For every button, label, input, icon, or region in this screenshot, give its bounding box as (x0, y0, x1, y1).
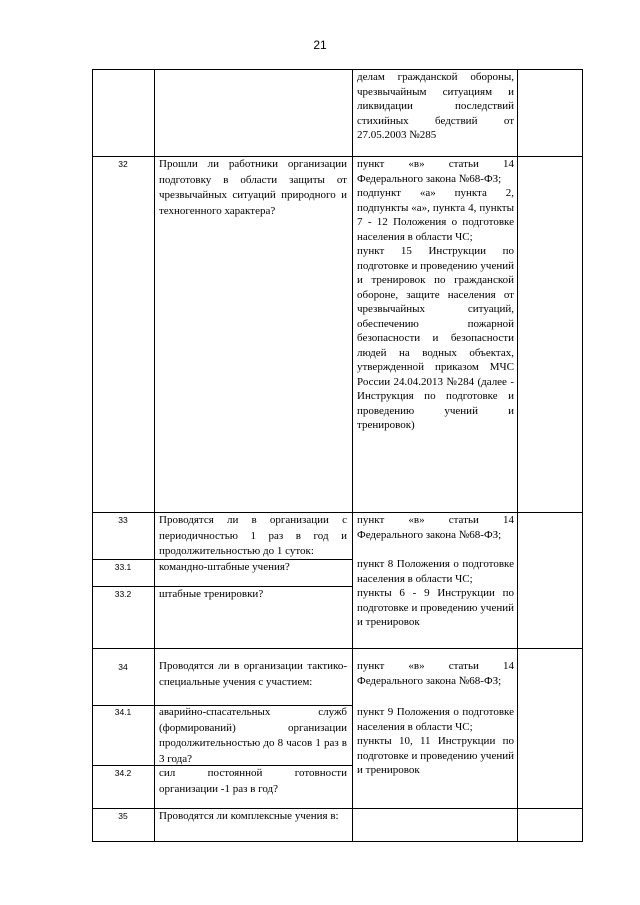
item-number: 33 (118, 515, 128, 525)
item-number: 35 (118, 811, 128, 821)
item-number: 34.1 (114, 707, 132, 717)
table-col-divider-1 (154, 69, 155, 841)
reference-cell: пункт «в» статьи 14 Федерального закона №68-ФЗ; (357, 660, 514, 687)
question-cell: Прошли ли работники организации подготовку в области защиты от чрезвычайных ситуаций природного и техногенного характера? (159, 158, 347, 217)
reference-cell: пункт 8 Положения о подготовке населения в области ЧС; пункты 6 - 9 Инструкции по подготовке и проведению учений и тренировок (357, 558, 514, 628)
reference-line: пункт «в» статьи 14 Федерального закона №68-ФЗ; (357, 158, 514, 185)
reference-cell (357, 157, 514, 433)
reference-cell: пункт «в» статьи 14 Федерального закона №68-ФЗ; (357, 514, 514, 541)
item-number: 32 (118, 159, 128, 169)
item-number: 33.2 (114, 589, 132, 599)
table-col-divider-3 (517, 69, 518, 841)
question-cell: аварийно-спасательных служб (формирований) организации продолжительностью до 8 часов 1 раз в 3 года? (159, 706, 347, 765)
reference-cell: пункт 9 Положения о подготовке населения в области ЧС; пункты 10, 11 Инструкции по подготовке и проведению учений и тренировок (357, 706, 514, 776)
item-number: 33.1 (114, 562, 132, 572)
reference-cell: делам гражданской обороны, чрезвычайным ситуациям и ликвидации последствий стихийных бедствий от 27.05.2003 №285 (357, 71, 514, 141)
row-divider (92, 648, 583, 649)
table-border-left (92, 69, 93, 841)
table-border-bottom (92, 841, 583, 842)
question-cell: командно-штабные учения? (159, 561, 290, 573)
reference-line: пункт 15 Инструкции по подготовке и проведению учений и тренировок по гражданской обороне, защите населения от чрезвычайных ситуаций, обеспечению пожарной безопасности и безопасности людей на водных объектах, утвержденной приказом МЧС России 24.04.2013 №284 (далее - Инструкция по подготовке и проведению учений и тренировок) (357, 245, 514, 431)
table-col-divider-2 (352, 69, 353, 841)
reference-line: подпункт «а» пункта 2, подпункты «а», пункта 4, пункты 7 - 12 Положения о подготовке населения в области ЧС; (357, 187, 514, 243)
question-cell: Проводятся ли комплексные учения в: (159, 810, 339, 822)
question-cell: Проводятся ли в организации тактико-специальные учения с участием: (159, 660, 347, 688)
question-cell: сил постоянной готовности организации -1 раз в год? (159, 767, 347, 795)
question-cell: штабные тренировки? (159, 588, 264, 600)
question-cell: Проводятся ли в организации с периодичностью 1 раз в год и продолжительностью до 1 суток: (159, 514, 347, 557)
item-number: 34 (118, 662, 128, 672)
table-border-right (582, 69, 583, 841)
item-number: 34.2 (114, 768, 132, 778)
page-number: 21 (313, 38, 327, 52)
